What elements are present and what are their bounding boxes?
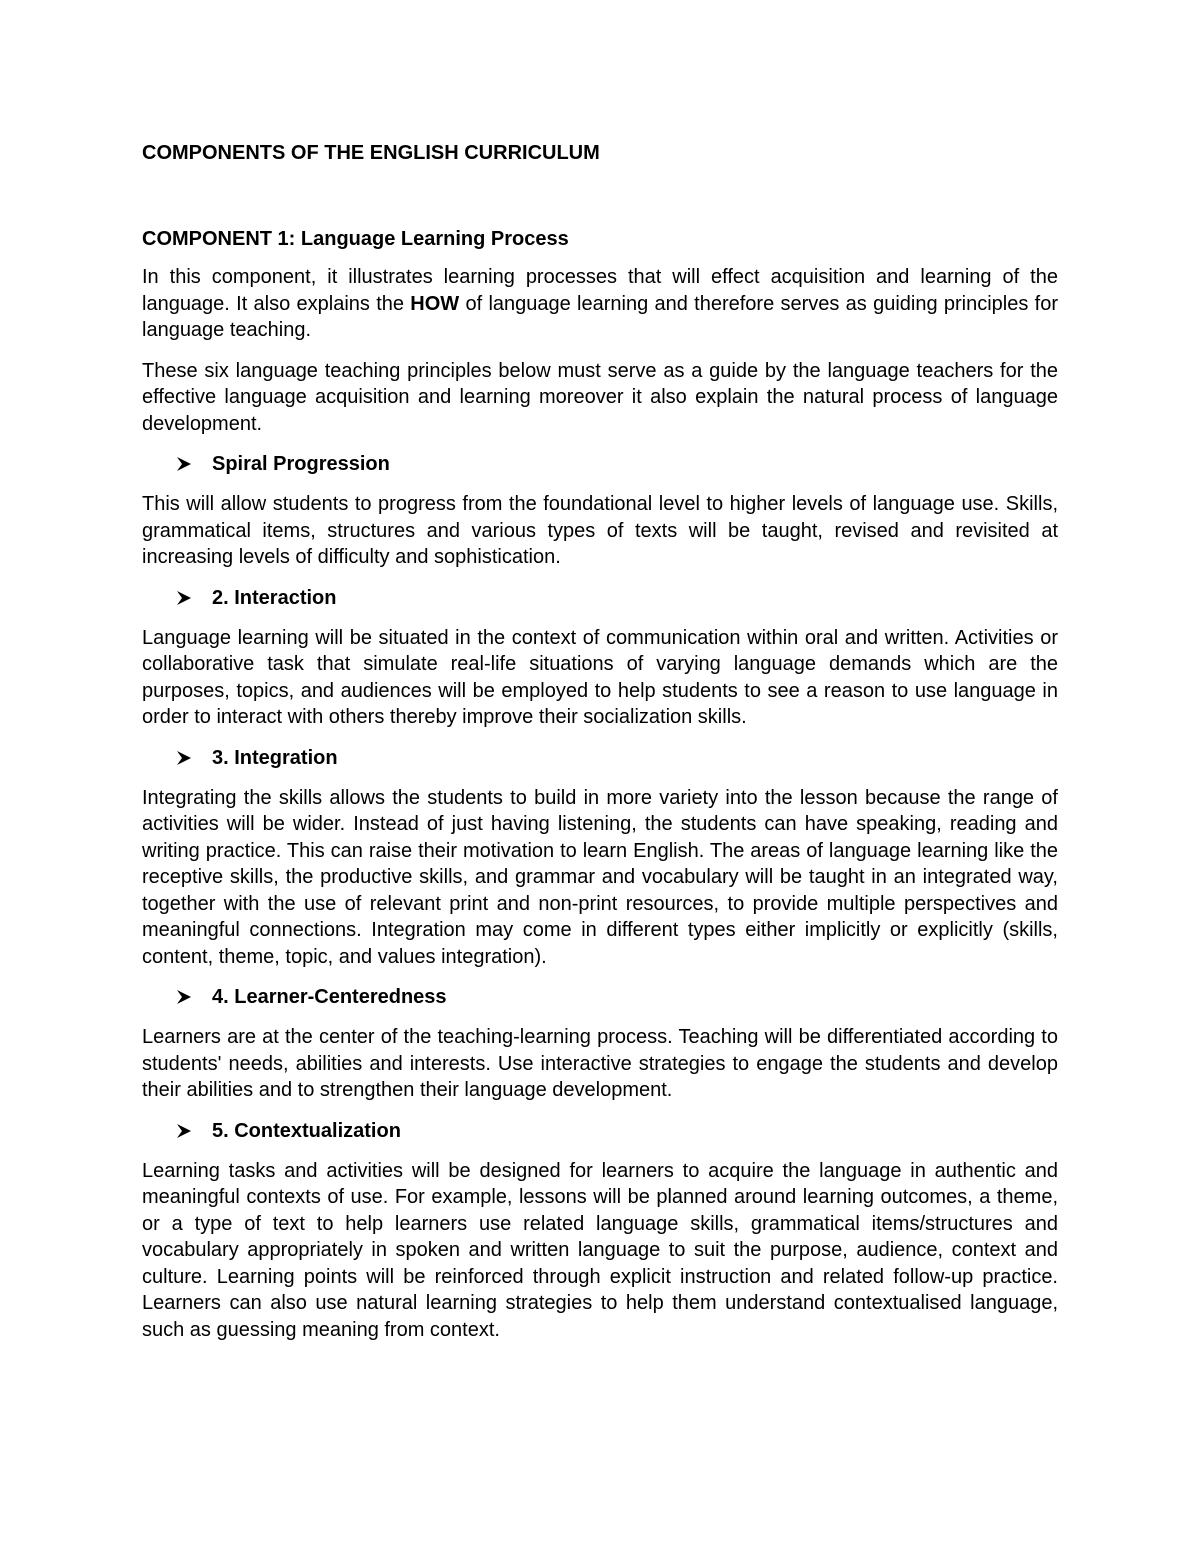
intro-paragraph-1 [142, 264, 1058, 344]
principle-heading-text: 4. Learner-Centeredness [212, 986, 447, 1008]
component-heading: COMPONENT 1: Language Learning Process [142, 228, 569, 250]
principle-heading-spiral-progression [176, 451, 1058, 477]
principle-heading-text: 2. Interaction [212, 586, 337, 609]
principle-heading-text: Spiral Progression [212, 453, 390, 475]
principle-body-learner-centeredness: Learners are at the center of the teaching-learning process. Teaching will be differentiated according to students' needs, abilities and interests. Use interactive strategies to engage the students and develop their abilities and to strengthen their language development. [142, 1026, 1058, 1101]
principle-heading-text: 5. Contextualization [212, 1119, 401, 1142]
principle-heading-learner-centeredness [176, 984, 1058, 1010]
intro-paragraph-2: These six language teaching principles below must serve as a guide by the language teachers for the effective language acquisition and learning moreover it also explain the natural process of language development. [142, 359, 1058, 435]
principle-heading-interaction [176, 585, 1058, 611]
principle-body-integration: Integrating the skills allows the students to build in more variety into the lesson because the range of activities will be wider. Instead of just having listening, the students can have speaking, reading and writing practice. This can raise their motivation to learn English. The areas of language learning like the receptive skills, the productive skills, and grammar and vocabulary will be taught in an integrated way, together with the use of relevant print and non-print resources, to provide multiple perspectives and meaningful connections. Integration may come in different types either implicitly or explicitly (skills, content, theme, topic, and values integration). [142, 786, 1058, 968]
arrowhead-bullet-icon [176, 750, 212, 766]
principle-body-spiral-progression: This will allow students to progress from the foundational level to higher levels of language use. Skills, grammatical items, structures and various types of texts will be taught, revised and revisited at increasing levels of difficulty and sophistication. [142, 493, 1058, 568]
principle-body-interaction: Language learning will be situated in the context of communication within oral and written. Activities or collaborative task that simulate real-life situations of varying language demands which are the purposes, topics, and audiences will be employed to help students to see a reason to use language in order to interact with others thereby improve their socialization skills. [142, 626, 1058, 728]
arrowhead-bullet-icon [176, 1123, 212, 1139]
document-page [142, 138, 1058, 1343]
document-title: COMPONENTS OF THE ENGLISH CURRICULUM [142, 142, 600, 164]
arrowhead-bullet-icon [176, 989, 212, 1005]
arrowhead-bullet-icon [176, 456, 212, 472]
intro-text-before: In this component, it illustrates learning processes that will effect acquisition and learning of the language. It also explains the [142, 266, 1058, 315]
principle-body-contextualization: Learning tasks and activities will be designed for learners to acquire the language in authentic and meaningful contexts of use. For example, lessons will be planned around learning outcomes, a theme, or a type of text to help learners use related language skills, grammatical items/structures and vocabulary appropriately in spoken and written language to suit the purpose, audience, context and culture. Learning points will be reinforced through explicit instruction and related follow-up practice. Learners can also use natural learning strategies to help them understand contextualised language, such as guessing meaning from context. [142, 1159, 1058, 1341]
intro-text-after: of language learning and therefore serves as guiding principles for language teaching. [142, 292, 1058, 341]
principle-heading-text: 3. Integration [212, 746, 338, 769]
arrowhead-bullet-icon [176, 590, 212, 606]
intro-emphasis-how: HOW [410, 292, 460, 315]
principle-heading-integration [176, 745, 1058, 771]
principle-heading-contextualization [176, 1118, 1058, 1144]
